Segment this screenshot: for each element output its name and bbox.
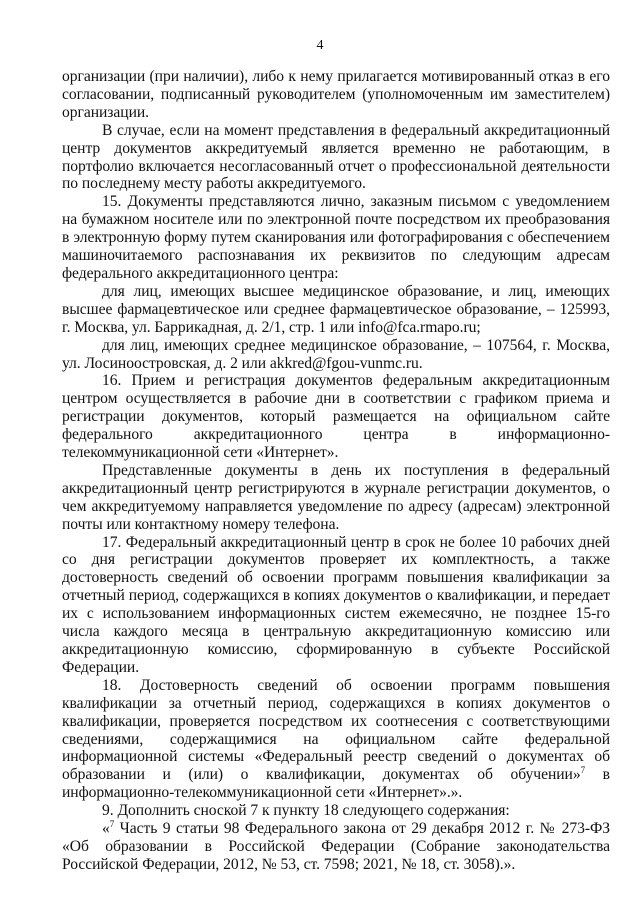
paragraph-registration: Представленные документы в день их поступления в федеральный аккредитационный центр регистрируются в журнале регистрации документов, о чем аккредитуемому направляется уведомление по адресу (адресам) электронной почты или контактному номеру телефона. [62,461,610,533]
paragraph-address-secondary-education: для лиц, имеющих среднее медицинское образование, – 107564, г. Москва, ул. Лосиноостровская, д. 2 или akkred@fgou-vunmc.ru. [62,336,610,372]
footnote-body: Часть 9 статьи 98 Федерального закона от 29 декабря 2012 г. № 273-ФЗ «Об образовании в Российской Федерации (Собрание законодательства Российской Федерации, 2012, № 53, ст. 7598; 2021, № 18, ст. 3058).». [62,820,610,873]
document-body [62,68,610,874]
footnote-marker: 7 [580,765,586,776]
paragraph-17: 17. Федеральный аккредитационный центр в срок не более 10 рабочих дней со дня регистрации документов проверяет их комплектность, а также достоверность сведений об освоении программ повышения квалификации за отчетный период, содержащихся в копиях документов о квалификации, и передает их с использованием информационных систем ежемесячно, не позднее 15-го числа каждого месяца в центральную аккредитационную комиссию или аккредитационную комиссию, сформированную в субъекте Российской Федерации. [62,533,610,676]
paragraph-address-higher-education: для лиц, имеющих высшее медицинское образование, и лиц, имеющих высшее фармацевтическое или среднее фармацевтическое образование, – 125993, г. Москва, ул. Баррикадная, д. 2/1, стр. 1 или info@fca.rmapo.ru; [62,282,610,336]
paragraph-16: 16. Прием и регистрация документов федеральным аккредитационным центром осуществляется в рабочие дни в соответствии с графиком приема и регистрации документов, который размещается на официальном сайте федерального аккредитационного центра в информационно-телекоммуникационной сети «Интернет». [62,372,610,462]
page-number: 4 [316,38,324,53]
paragraph-18 [62,677,610,802]
paragraph-18-text: 18. Достоверность сведений об освоении программ повышения квалификации за отчетный период, содержащихся в копиях документов о квалификации, проверяется посредством их соотнесения с соответствующими сведениями, содержащимися на официальном сайте федеральной информационной системы «Федеральный реестр сведений о документах об образовании и (или) о квалификации, документах об обучении» [62,676,610,784]
footnote-7-text [62,820,610,874]
paragraph-temporarily-unemployed: В случае, если на момент представления в федеральный аккредитационный центр документов аккредитуемый является временно не работающим, в портфолио включается несогласованный отчет о профессиональной деятельности по последнему месту работы аккредитуемого. [62,121,610,193]
paragraph-15: 15. Документы представляются лично, заказным письмом с уведомлением на бумажном носителе или по электронной почте посредством их преобразования в электронную форму путем сканирования или фотографирования с обеспечением машиночитаемого распознавания их реквизитов по следующим адресам федерального аккредитационного центра: [62,193,610,282]
opening-quote: « [102,820,110,838]
paragraph-18-text-end: в информационно-телекоммуникационной сети «Интернет».». [62,766,610,802]
paragraph-9-amendment: 9. Дополнить сноской 7 к пункту 18 следующего содержания: [102,802,510,820]
footnote-marker-7: 7 [109,819,115,830]
paragraph-continuation: организации (при наличии), либо к нему прилагается мотивированный отказ в его согласовании, подписанный руководителем (уполномоченным им заместителем) организации. [62,68,610,121]
